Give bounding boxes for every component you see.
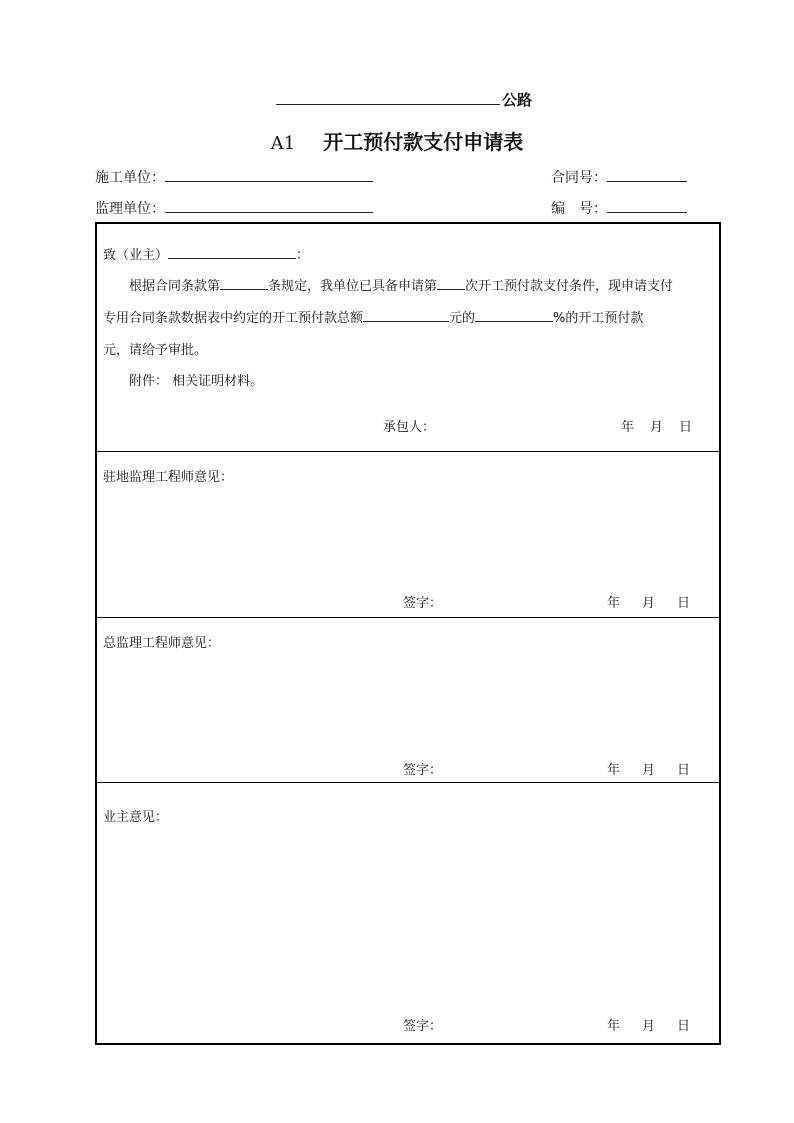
construction-unit-row	[95, 166, 373, 187]
contract-no-field[interactable]	[607, 166, 687, 182]
application-text: 条规定，我单位已具备申请第	[268, 279, 438, 294]
owner-section	[97, 782, 719, 1044]
application-section	[97, 224, 719, 451]
year-label: 年	[621, 420, 635, 435]
resident-engineer-section	[97, 451, 719, 618]
addressee-suffix: ：	[296, 248, 310, 263]
form-title	[0, 126, 794, 155]
supervision-unit-field[interactable]	[165, 197, 373, 213]
day-label: 日	[677, 596, 691, 611]
month-label: 月	[642, 596, 656, 611]
contractor-date	[621, 416, 692, 435]
clause-no-field[interactable]	[220, 275, 268, 290]
yuan-of-text: 元的	[449, 311, 476, 326]
body-line-2	[103, 307, 643, 326]
signature-label: 签字：	[403, 1019, 443, 1034]
percent-advance-text: %的开工预付款	[553, 311, 644, 326]
signature-label: 签字：	[403, 763, 443, 778]
supervision-unit-label: 监理单位：	[95, 201, 165, 217]
addressee-prefix: 致（业主）	[103, 248, 169, 263]
contractor-label: 承包人：	[383, 420, 436, 435]
construction-unit-field[interactable]	[165, 166, 373, 182]
addressee-line	[103, 244, 309, 263]
chief-engineer-label: 总监理工程师意见：	[103, 636, 221, 651]
owner-name-field[interactable]	[168, 244, 296, 259]
chief-engineer-section	[97, 617, 719, 783]
construction-unit-label: 施工单位：	[95, 170, 165, 186]
resident-engineer-label: 驻地监理工程师意见：	[103, 470, 234, 485]
attachment-line: 附件： 相关证明材料。	[129, 374, 264, 389]
body-line-3: 元，请给予审批。	[103, 343, 208, 358]
month-label: 月	[650, 420, 664, 435]
owner-opinion-label: 业主意见：	[103, 810, 169, 825]
signature-date	[607, 1015, 690, 1034]
month-label: 月	[642, 763, 656, 778]
percentage-field[interactable]	[475, 307, 553, 322]
road-name-line	[276, 86, 532, 110]
contract-no-label: 合同号：	[551, 170, 607, 186]
application-form-table	[95, 222, 721, 1045]
payment-text: 次开工预付款支付条件，现申请支付	[465, 279, 674, 294]
serial-no-row	[551, 197, 687, 218]
form-code: A1	[270, 133, 296, 154]
road-name-blank[interactable]	[276, 86, 500, 105]
total-amount-text: 专用合同条款数据表中约定的开工预付款总额	[103, 311, 364, 326]
year-label: 年	[607, 1019, 621, 1034]
signature-label: 签字：	[403, 596, 443, 611]
supervision-unit-row	[95, 197, 373, 218]
road-suffix: 公路	[502, 91, 533, 109]
month-label: 月	[642, 1019, 656, 1034]
contract-no-row	[551, 166, 687, 187]
day-label: 日	[677, 763, 691, 778]
total-amount-field[interactable]	[363, 307, 449, 322]
serial-no-field[interactable]	[607, 197, 687, 213]
application-count-field[interactable]	[437, 275, 465, 290]
day-label: 日	[677, 1019, 691, 1034]
signature-date	[607, 592, 690, 611]
form-title-text: 开工预付款支付申请表	[323, 130, 524, 154]
clause-text: 根据合同条款第	[129, 279, 221, 294]
year-label: 年	[607, 596, 621, 611]
year-label: 年	[607, 763, 621, 778]
body-line-1	[129, 275, 673, 294]
serial-no-label: 编 号：	[551, 201, 607, 217]
signature-date	[607, 759, 690, 778]
day-label: 日	[679, 420, 693, 435]
